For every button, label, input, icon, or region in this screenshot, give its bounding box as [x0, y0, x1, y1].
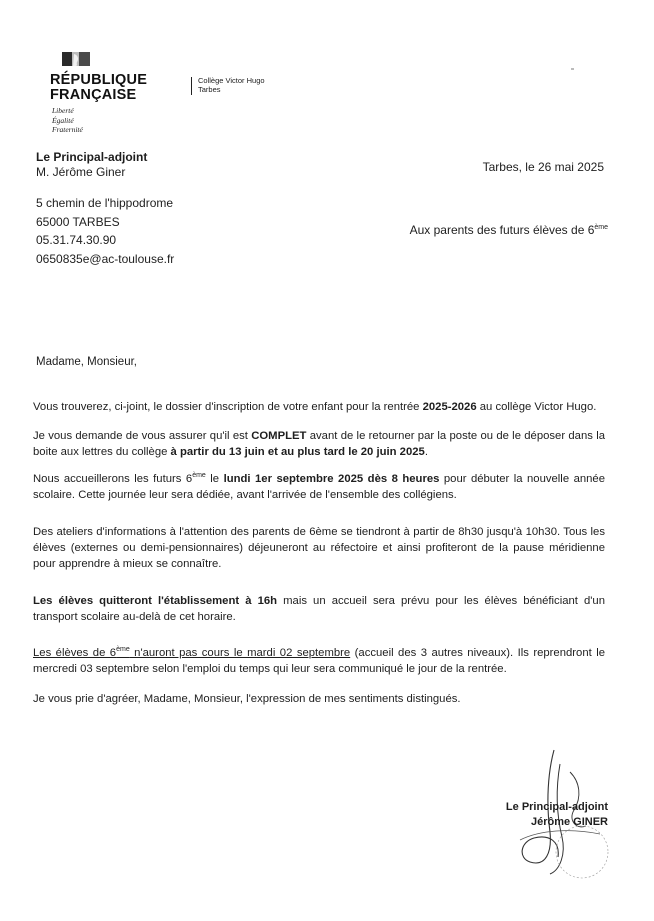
signature-block — [488, 800, 608, 830]
paragraph-mardi: Les élèves de 6ème n'auront pas cours le mardi 02 septembre (accueil des 3 autres niveaux). Ils reprendront le mercredi 03 septembre selon l'emploi du temps qui leur sera communiqué le jour de la rentrée. — [33, 646, 606, 675]
greeting: Madame, Monsieur, — [36, 356, 137, 368]
republic-motto: Liberté Égalité Fraternité — [52, 106, 83, 134]
college-name: Collège Victor Hugo Tarbes — [198, 76, 265, 94]
header-divider — [191, 77, 192, 95]
sender-block — [36, 150, 147, 180]
recipient-line: Aux parents des futurs élèves de 6ème — [409, 223, 608, 237]
signature-role: Le Principal-adjoint — [505, 801, 608, 813]
paragraph-salutations: Je vous prie d'agréer, Madame, Monsieur, l'expression de mes sentiments distingués. — [33, 693, 461, 705]
paragraph-dossier: Vous trouverez, ci-joint, le dossier d'inscription de votre enfant pour la rentrée 2025-2026 au collège Victor Hugo. — [33, 401, 597, 413]
sender-address: 5 chemin de l'hippodrome 65000 TARBES 05.31.74.30.90 0650835e@ac-toulouse.fr — [36, 194, 174, 268]
republique-francaise-title: RÉPUBLIQUE FRANÇAISE — [50, 72, 148, 103]
date-line: Tarbes, le 26 mai 2025 — [482, 160, 604, 174]
scan-mark — [571, 68, 574, 70]
paragraph-ateliers: Des ateliers d'informations à l'attention des parents de 6ème se tiendront à partir de 8h30 jusqu'à 10h30. Tous les élèves (externes ou demi-pensionnaires) déjeuneront au réfectoire et ainsi profiteront de la pause méridienne pour apprendre à mieux se connaître. — [33, 526, 605, 570]
signature-name: Jérôme GINER — [530, 816, 608, 828]
sender-role: Le Principal-adjoint — [36, 150, 148, 164]
paragraph-horaires: Les élèves quitteront l'établissement à 16h mais un accueil sera prévu pour les élèves bénéficiant d'un transport scolaire au-delà de cet horaire. — [33, 595, 605, 623]
sender-phone: 05.31.74.30.90 — [36, 233, 117, 247]
marianne-logo-icon — [62, 50, 90, 70]
paragraph-accueil: Nous accueillerons les futurs 6ème le lundi 1er septembre 2025 dès 8 heures pour débuter la nouvelle année scolaire. Cette journée leur sera dédiée, avant l'arrivée de l'ensemble des collégiens. — [33, 472, 605, 501]
paragraph-complet: Je vous demande de vous assurer qu'il est COMPLET avant de le retourner par la poste ou de le déposer dans la boite aux lettres du collège à partir du 13 juin et au plus tard le 20 juin 2025. — [33, 430, 605, 458]
sender-name: M. Jérôme Giner — [36, 165, 126, 179]
sender-email: 0650835e@ac-toulouse.fr — [36, 251, 175, 266]
